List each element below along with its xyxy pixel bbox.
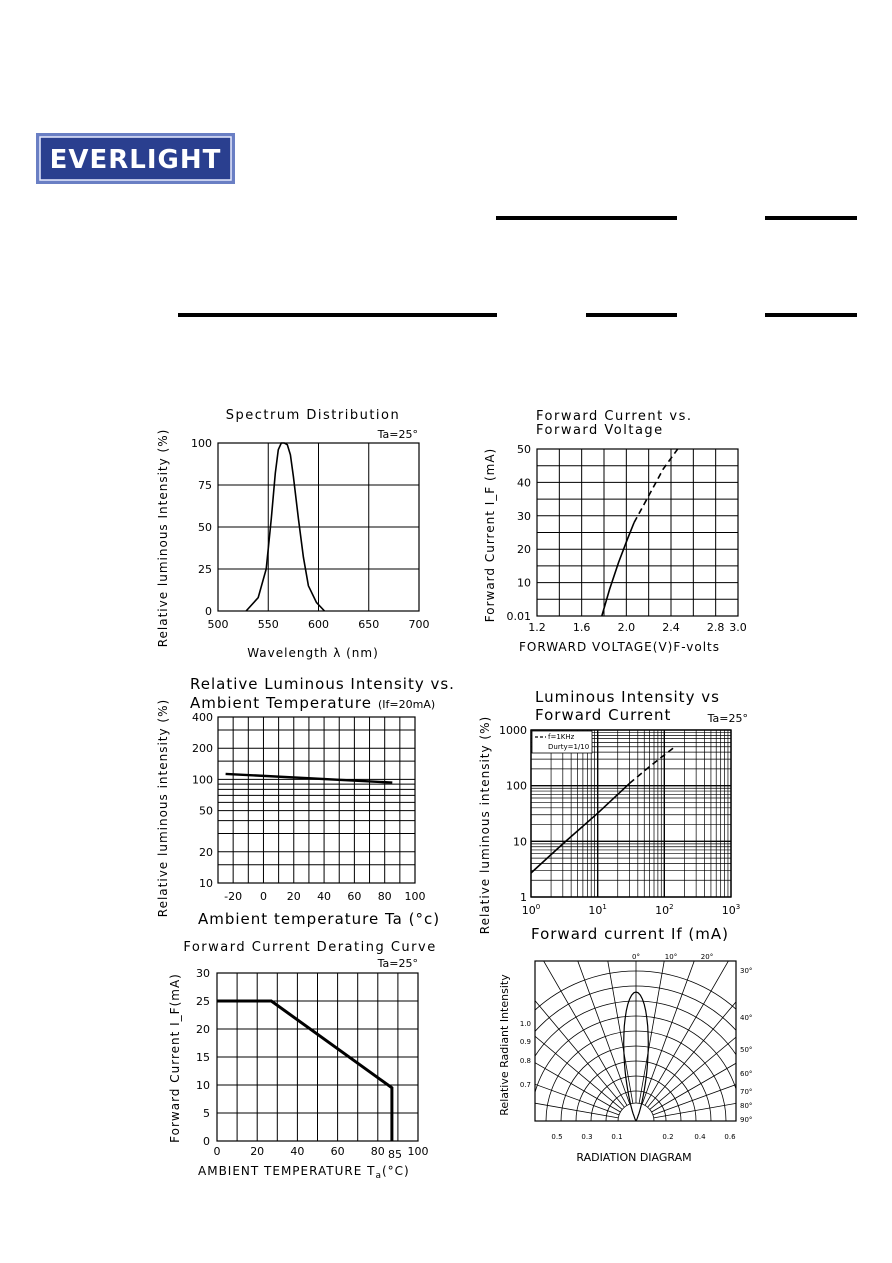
temp-y-tick: 100 — [192, 773, 213, 787]
polar-spoke — [460, 973, 622, 1109]
iv-solid-curve — [602, 523, 634, 617]
spectrum-xlabel: Wavelength λ (nm) — [247, 646, 379, 660]
radiation-ylabel: Relative Radiant Intensity — [498, 974, 511, 1116]
spectrum-y-tick: 25 — [198, 563, 212, 576]
derating-chart — [168, 940, 437, 1181]
radiation-grid — [406, 891, 866, 1263]
radiation-bottom-label: 0.6 — [724, 1133, 736, 1141]
polar-spoke — [521, 922, 627, 1106]
spectrum-ylabel: Relative luminous Intensity (%) — [156, 428, 170, 648]
derating-extra-tick: 85 — [388, 1148, 402, 1161]
radiation-radial-label: 0.7 — [519, 1081, 531, 1089]
spectrum-grid — [218, 443, 419, 611]
derating-x-tick: 40 — [290, 1145, 305, 1158]
derating-annotation: Ta=25° — [377, 957, 418, 970]
lum-x-tick: $10^0$ — [521, 903, 541, 917]
iv-x-tick: 2.0 — [617, 621, 636, 634]
spectrum-chart — [156, 408, 430, 660]
spectrum-annotation: Ta=25° — [377, 428, 418, 441]
iv-ylabel: Forward Current I_F (mA) — [483, 447, 497, 623]
radiation-bottom-label: 0.1 — [611, 1133, 623, 1141]
temp-x-tick: -20 — [224, 890, 243, 903]
lum-y-ticks — [499, 724, 527, 904]
derating-curve — [217, 1001, 392, 1141]
lum-legend-item-2: Durty=1/10 — [548, 743, 590, 751]
lum-grid — [531, 730, 731, 897]
temp-x-ticks — [224, 890, 425, 903]
temp-x-tick: 20 — [286, 890, 301, 903]
radiation-bottom-label: 0.5 — [551, 1133, 563, 1141]
spectrum-title: Spectrum Distribution — [225, 408, 401, 423]
logo-text: EVERLIGHT — [49, 145, 222, 175]
spectrum-y-tick: 50 — [198, 521, 212, 534]
temp-y-tick: 200 — [192, 742, 213, 756]
radiation-angle-label: 70° — [740, 1088, 753, 1096]
header-rules — [178, 216, 857, 317]
radiation-radial-labels — [520, 1020, 531, 1089]
derating-y-tick: 10 — [196, 1079, 210, 1092]
iv-y-tick: 20 — [517, 543, 531, 557]
lum-ylabel: Relative luminous intensity (%) — [478, 715, 492, 935]
iv-title-line2: Forward Voltage — [536, 423, 664, 438]
iv-y-tick: 40 — [517, 476, 531, 490]
temp-title-note: (If=20mA) — [378, 698, 436, 711]
lum-frame — [531, 730, 731, 897]
derating-x-tick: 0 — [213, 1145, 221, 1158]
temp-xlabel: Ambient temperature Ta (°c) — [198, 910, 441, 928]
temp-x-tick: 80 — [377, 890, 392, 903]
spectrum-x-tick: 650 — [358, 618, 380, 631]
temp-y-tick: 50 — [199, 804, 213, 818]
radiation-radial-label: 0.8 — [519, 1057, 531, 1065]
derating-y-tick: 0 — [203, 1135, 210, 1148]
lum-y-tick: 1 — [520, 891, 527, 904]
lum-vs-current-chart — [478, 688, 748, 943]
lum-x-tick: $10^1$ — [588, 903, 607, 917]
radiation-angle-label: 10° — [664, 953, 678, 961]
radiation-bottom-label: 0.2 — [662, 1133, 674, 1141]
radiation-radial-label: 0.9 — [519, 1038, 531, 1046]
iv-xlabel: FORWARD VOLTAGE(V)F-volts — [519, 640, 720, 654]
temp-title-line1: Relative Luminous Intensity vs. — [190, 675, 455, 693]
temperature-chart — [156, 675, 455, 928]
radiation-angle-label: 0° — [632, 953, 640, 961]
spectrum-x-tick: 700 — [408, 618, 430, 631]
iv-chart — [483, 409, 747, 654]
lum-x-ticks — [522, 903, 740, 917]
spectrum-y-ticks — [191, 437, 212, 618]
derating-x-tick: 60 — [330, 1145, 345, 1158]
iv-grid — [537, 449, 738, 616]
lum-legend-item-1: f=1KHz — [548, 733, 575, 741]
derating-x-tick: 100 — [407, 1145, 429, 1158]
lum-y-tick: 1000 — [499, 724, 527, 737]
iv-x-tick: 1.2 — [528, 621, 546, 634]
iv-y-ticks — [507, 443, 532, 623]
lum-xlabel: Forward current If (mA) — [530, 925, 730, 943]
spectrum-x-tick: 550 — [257, 618, 279, 631]
polar-spoke — [645, 922, 751, 1106]
temp-grid — [218, 717, 415, 883]
radiation-angle-label: 80° — [740, 1102, 753, 1110]
radiation-angle-label: 60° — [740, 1070, 753, 1078]
iv-x-tick: 2.8 — [706, 621, 725, 634]
lum-title-line1: Luminous Intensity vs — [535, 688, 720, 706]
derating-y-ticks — [196, 967, 210, 1148]
temp-x-tick: 0 — [259, 890, 267, 903]
spectrum-x-ticks — [208, 618, 430, 631]
radiation-angle-label: 50° — [740, 1046, 753, 1054]
derating-xlabel: AMBIENT TEMPERATURE $T_a(^\circ C)$ — [198, 1164, 410, 1181]
iv-y-tick: 50 — [517, 443, 531, 456]
polar-spoke — [653, 1042, 852, 1115]
radiation-bottom-labels — [551, 1133, 736, 1141]
derating-grid — [217, 973, 418, 1141]
radiation-bottom-label: 0.3 — [581, 1133, 593, 1141]
everlight-logo — [36, 133, 235, 184]
derating-x-tick: 80 — [370, 1145, 385, 1158]
polar-spoke — [420, 1042, 619, 1115]
lum-dashed-curve — [630, 746, 677, 784]
temp-y-tick: 10 — [199, 877, 213, 890]
derating-title: Forward Current Derating Curve — [183, 940, 437, 955]
radiation-radial-label: 1.0 — [519, 1020, 531, 1028]
lum-solid-curve — [531, 783, 630, 873]
derating-ylabel: Forward Current I_F(mA) — [168, 973, 182, 1143]
derating-y-tick: 5 — [203, 1107, 210, 1120]
iv-x-tick: 1.6 — [572, 621, 591, 634]
lum-annotation: Ta=25° — [707, 712, 748, 725]
radiation-angle-label: 30° — [740, 967, 753, 975]
radiation-angle-label: 20° — [700, 953, 714, 961]
radiation-bottom-label: 0.4 — [694, 1133, 706, 1141]
iv-x-ticks — [528, 621, 747, 634]
lum-y-tick: 100 — [506, 779, 527, 793]
temp-x-tick: 100 — [404, 890, 426, 903]
temp-y-tick: 400 — [192, 711, 213, 724]
radiation-angle-label: 90° — [740, 1116, 753, 1124]
lum-x-tick: $10^2$ — [655, 903, 674, 917]
derating-y-tick: 15 — [196, 1051, 210, 1064]
temp-y-tick: 20 — [199, 845, 213, 859]
temp-ylabel: Relative luminous intensity (%) — [156, 698, 170, 918]
temp-y-ticks — [192, 711, 213, 890]
derating-y-tick: 30 — [196, 967, 210, 980]
spectrum-y-tick: 100 — [191, 437, 212, 450]
lum-title-line2: Forward Current — [535, 706, 672, 724]
radiation-xlabel: RADIATION DIAGRAM — [576, 1151, 692, 1164]
temp-frame — [218, 717, 415, 883]
temp-x-tick: 60 — [347, 890, 362, 903]
spectrum-y-tick: 0 — [205, 605, 212, 618]
radiation-angle-label: 40° — [740, 1014, 753, 1022]
temp-x-tick: 40 — [317, 890, 332, 903]
spectrum-y-tick: 75 — [198, 479, 212, 492]
spectrum-x-tick: 600 — [308, 618, 329, 631]
lum-legend — [532, 731, 592, 753]
temp-title-line2: Ambient Temperature — [190, 694, 372, 712]
derating-x-tick: 20 — [250, 1145, 265, 1158]
lum-y-tick: 10 — [513, 835, 527, 849]
iv-y-tick: 10 — [517, 576, 531, 590]
polar-spoke — [648, 945, 784, 1107]
iv-y-tick: 30 — [517, 509, 531, 523]
polar-spoke — [650, 973, 812, 1109]
spectrum-x-tick: 500 — [207, 618, 229, 631]
derating-y-tick: 20 — [196, 1023, 210, 1036]
derating-y-tick: 25 — [196, 995, 210, 1008]
radiation-chart — [406, 891, 866, 1263]
iv-y-tick: 0.01 — [506, 610, 531, 623]
iv-x-tick: 2.4 — [662, 621, 680, 634]
iv-x-tick: 3.0 — [729, 621, 747, 634]
lum-x-tick: $10^3$ — [721, 903, 741, 917]
iv-title-line1: Forward Current vs. — [536, 409, 693, 424]
